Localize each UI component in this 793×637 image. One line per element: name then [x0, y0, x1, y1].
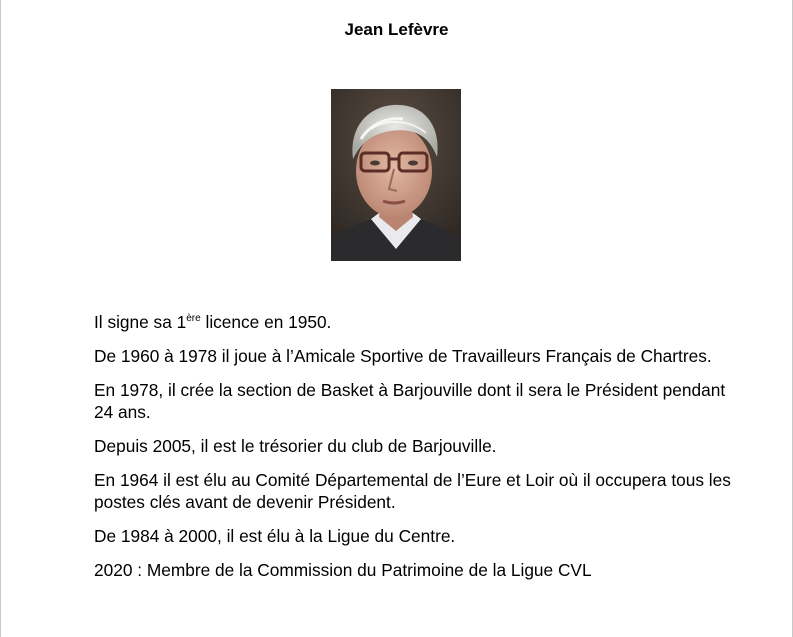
paragraph-barjouville-section: En 1978, il crée la section de Basket à Barjouville dont il sera le Président pendant 24 ans.: [94, 380, 726, 422]
paragraph-licence-end: licence en 1950.: [200, 312, 332, 332]
paragraph-comite: En 1964 il est élu au Comité Départemental de l’Eure et Loir où il occupera tous les postes clés avant de devenir Président.: [94, 470, 731, 512]
page-border-left: [0, 0, 1, 637]
ordinal-superscript: ère: [186, 313, 201, 324]
paragraph-tresorier: Depuis 2005, il est le trésorier du club de Barjouville.: [94, 436, 497, 456]
paragraph-commission: 2020 : Membre de la Commission du Patrimoine de la Ligue CVL: [94, 560, 592, 580]
biography-paragraphs: [94, 311, 734, 593]
page-title: Jean Lefèvre: [344, 20, 449, 39]
paragraph-amicale: De 1960 à 1978 il joue à l’Amicale Sportive de Travailleurs Français de Chartres.: [94, 346, 712, 366]
paragraph-licence: [94, 311, 734, 333]
portrait-photo: [331, 89, 461, 261]
paragraph-ligue-centre: De 1984 à 2000, il est élu à la Ligue du Centre.: [94, 526, 456, 546]
paragraph-licence-start: Il signe sa 1: [94, 312, 187, 332]
